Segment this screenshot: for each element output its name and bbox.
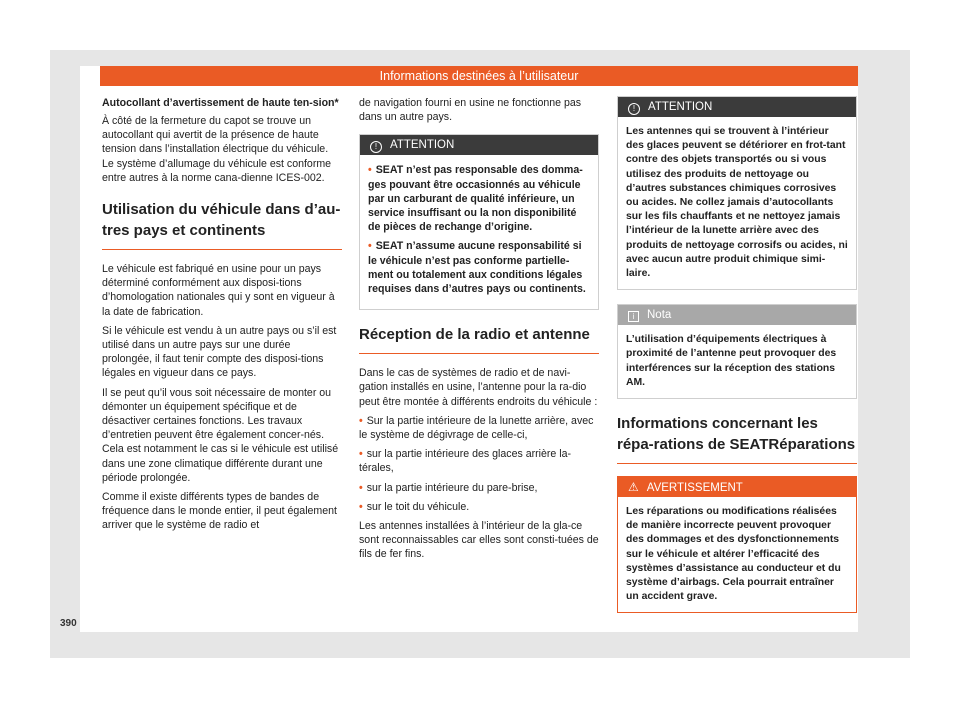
section-title-autres-pays: Utilisation du véhicule dans d’au-tres pays et continents — [102, 199, 342, 250]
attention-text: Les antennes qui se trouvent à l’intérieur des glaces peuvent se détériorer en frot-tant contre des objets transportés ou si vous utilisez des produits de nettoyage ou d’autres substances chimiques corrosives ou acides. Ne collez jamais d’autocollants sur les fils chauffants et ne nettoyez jamais l’intérieur de la lunette arrière avec des produits de nettoyage corrosifs ou acides, ni avec aucun autre produit chimique simi-laire. — [626, 126, 848, 280]
paragraph: Comme il existe différents types de bandes de fréquence dans le monde entier, il peut également arriver que le système de radio et — [102, 491, 337, 532]
info-icon: ! — [370, 141, 382, 153]
list-item: • Sur la partie intérieure de la lunette arrière, avec le système de dégivrage de celle-ci, — [359, 414, 594, 442]
nota-box-header — [618, 305, 856, 325]
bullet-icon: • — [359, 481, 363, 494]
info-icon: ! — [628, 103, 640, 115]
paragraph: Il se peut qu’il vous soit nécessaire de monter ou démonter un équipement spécifique et de désactiver certaines fonctions. Les travaux d’entretien peuvent être également concer-nés. Cela est notamment le cas si le véhicule est utilisé dans une zone climatique différente durant une période prolongée. — [102, 386, 339, 484]
list-item: • sur la partie intérieure du pare-brise, — [359, 481, 538, 494]
attention-box — [617, 96, 857, 290]
list-item: • sur la partie intérieure des glaces arrière la-térales, — [359, 448, 572, 475]
warning-box-header — [618, 477, 856, 497]
nota-text: L’utilisation d’équipements électriques à proximité de l’antenne peut provoquer des interférences sur la réception des stations AM. — [626, 334, 837, 388]
note-icon: i — [628, 311, 639, 322]
attention-label: ATTENTION — [390, 139, 455, 152]
warning-box — [617, 476, 857, 613]
warning-box-body — [618, 497, 856, 612]
attention-box-header — [618, 97, 856, 117]
section-title-radio-antenne: Réception de la radio et antenne — [359, 324, 599, 354]
attention-box-header — [360, 135, 598, 155]
paragraph: À côté de la fermeture du capot se trouve un autocollant qui avertit de la présence de haute tension dans l’installation électrique du véhicule. Le système d’allumage du véhicule est conforme entre autres à la norme cana-dienne ICES-002. — [102, 115, 332, 184]
warning-triangle-icon: ⚠ — [628, 480, 639, 495]
column-left — [102, 96, 342, 538]
paragraph: Le véhicule est fabriqué en usine pour un pays déterminé conformément aux disposi-tions d’homologation nationales qui y sont en vigueur à la date de fabrication. — [102, 263, 335, 318]
bullet-icon: • — [368, 164, 372, 177]
warning-label: AVERTISSEMENT — [646, 482, 743, 495]
paragraph: Les antennes installées à l’intérieur de la gla-ce sont reconnaissables car elles sont consti-tuées de fils de fer fins. — [359, 520, 599, 561]
bullet-icon: • — [359, 500, 363, 513]
page-number: 390 — [60, 618, 77, 629]
nota-label: Nota — [647, 309, 672, 322]
warning-text: Les réparations ou modifications réalisées de manière incorrecte peuvent provoquer des dommages et des dysfonctionnements sur le véhicule et altérer l’efficacité des systèmes d’assistance au conducteur et du système d’airbags. Cela pourrait entraîner un accident grave. — [626, 506, 841, 603]
column-middle — [359, 96, 599, 567]
nota-box-body — [618, 325, 856, 398]
subheading-autocollant: Autocollant d’avertissement de haute ten-sion* — [102, 97, 339, 109]
paragraph: Dans le cas de systèmes de radio et de navi-gation installés en usine, l’antenne pour la ra-dio peut être montée à différents endroits du véhicule : — [359, 367, 598, 408]
attention-box-body — [360, 155, 598, 309]
column-right — [617, 96, 857, 627]
paragraph: de navigation fourni en usine ne fonctionne pas dans un autre pays. — [359, 97, 582, 124]
paragraph: Si le véhicule est vendu à un autre pays ou s’il est utilisé dans un autre pays sur une durée prolongée, il faut tenir compte des disposi-tions légales en vigueur dans ce pays. — [102, 324, 337, 380]
list-item: • sur le toit du véhicule. — [359, 500, 470, 513]
nota-box — [617, 304, 857, 399]
antenna-location-list — [359, 414, 599, 514]
bullet-icon: • — [368, 240, 372, 253]
bullet-icon: • — [359, 414, 363, 427]
list-item: • SEAT n’assume aucune responsabilité si le véhicule n’est pas conforme partielle-ment ou totalement aux conditions légales requises dans d’autres pays ou continents. — [368, 240, 586, 296]
page-header: Informations destinées à l’utilisateur — [100, 66, 858, 86]
attention-box — [359, 134, 599, 310]
attention-box-body — [618, 117, 856, 289]
attention-label: ATTENTION — [648, 101, 713, 113]
list-item: • SEAT n’est pas responsable des domma-ges pouvant être occasionnés au véhicule par un carburant de qualité inférieure, un service insuffisant ou la non disponibilité de pièces de rechange d’origine. — [368, 164, 583, 234]
bullet-icon: • — [359, 448, 363, 461]
section-title-reparations: Informations concernant les répa-rations de SEATRéparations — [617, 413, 857, 464]
